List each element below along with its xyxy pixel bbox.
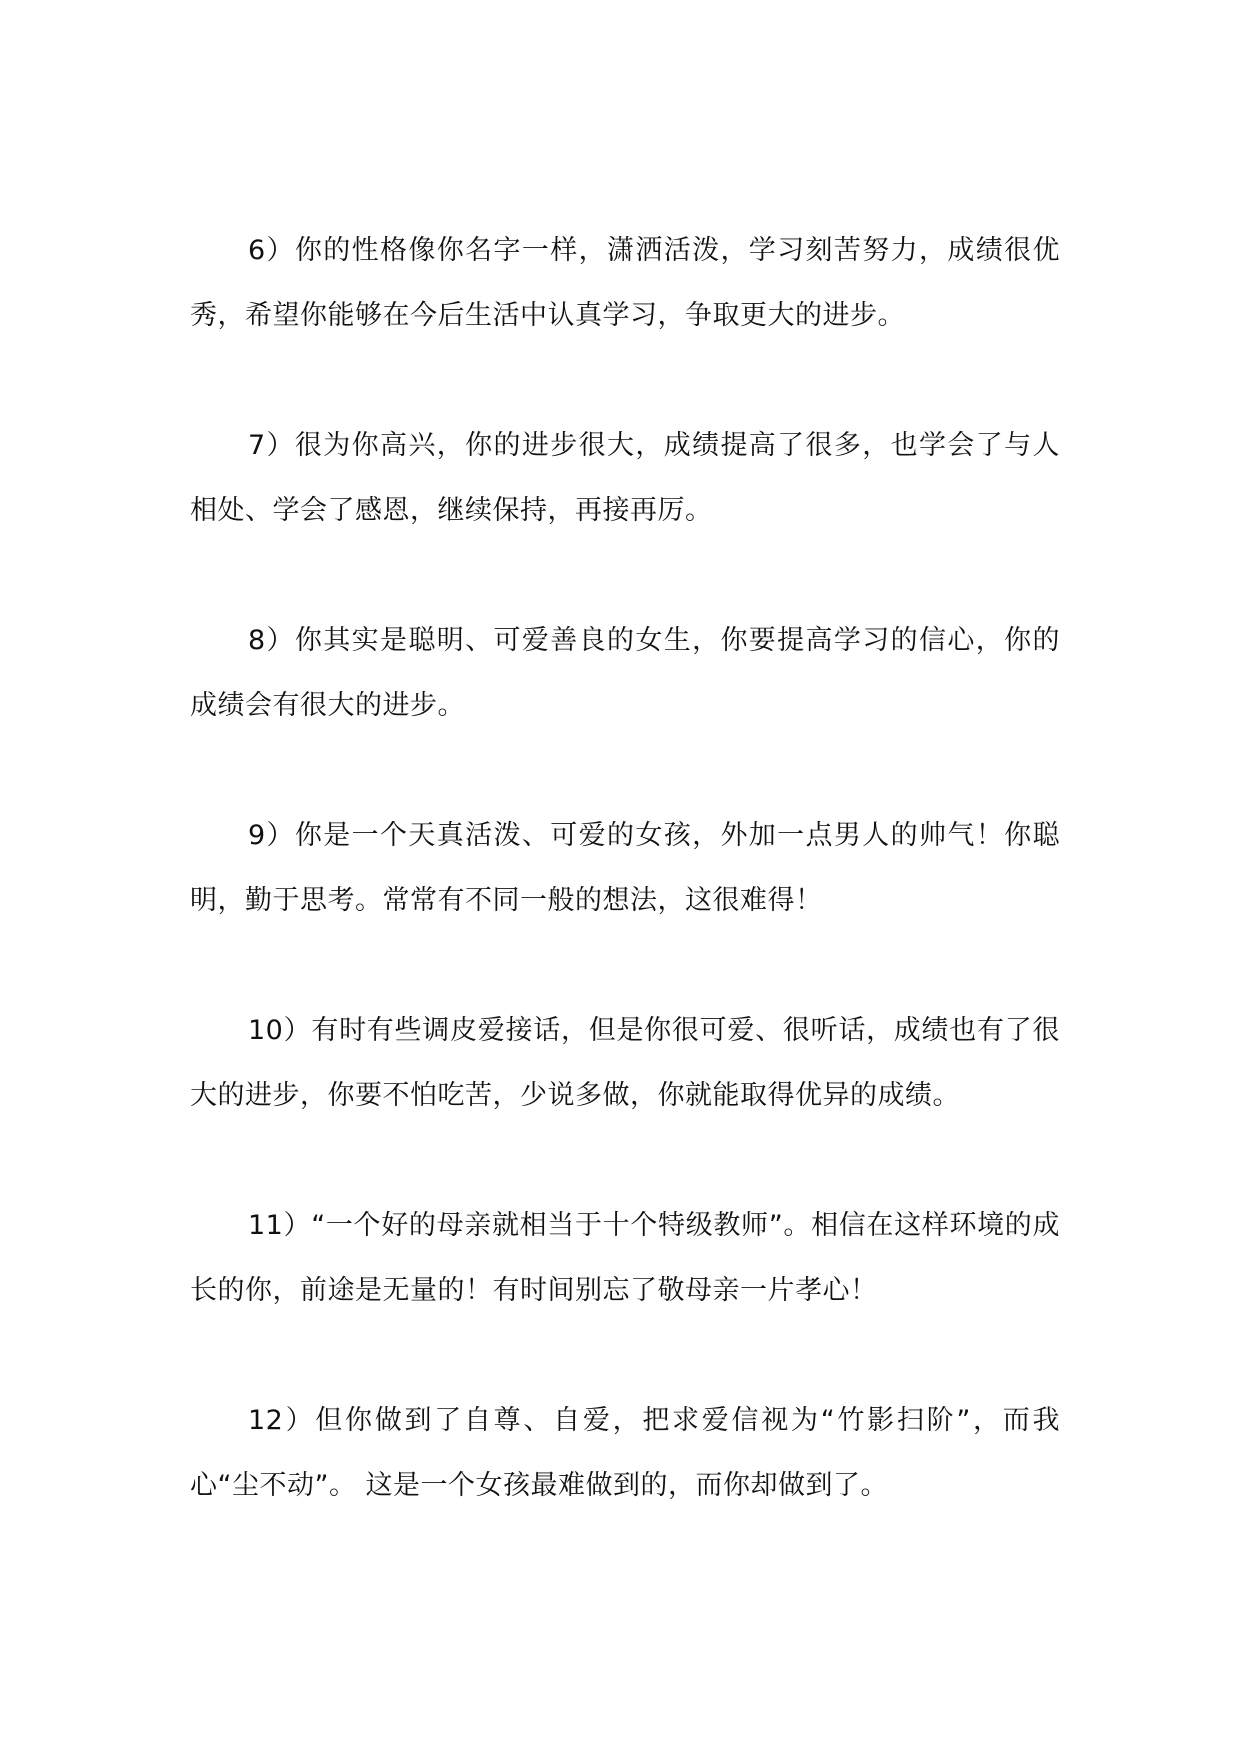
comment-paragraph-7: 7）很为你高兴，你的进步很大，成绩提高了很多，也学会了与人相处、学会了感恩，继续保持，再接再厉。	[190, 430, 1060, 526]
comment-paragraph-12: 12）但你做到了自尊、自爱，把求爱信视为“竹影扫阶”，而我心“尘不动”。 这是一个女孩最难做到的，而你却做到了。	[190, 1405, 1060, 1501]
comment-paragraph-6: 6）你的性格像你名字一样，潇洒活泼，学习刻苦努力，成绩很优秀，希望你能够在今后生活中认真学习，争取更大的进步。	[190, 235, 1060, 331]
comment-paragraph-9: 9）你是一个天真活泼、可爱的女孩，外加一点男人的帅气！你聪明，勤于思考。常常有不同一般的想法，这很难得！	[190, 820, 1060, 916]
comment-paragraph-8: 8）你其实是聪明、可爱善良的女生，你要提高学习的信心，你的成绩会有很大的进步。	[190, 625, 1060, 721]
comment-paragraph-10: 10）有时有些调皮爱接话，但是你很可爱、很听话，成绩也有了很大的进步，你要不怕吃苦，少说多做，你就能取得优异的成绩。	[190, 1015, 1060, 1111]
comment-paragraph-11: 11）“一个好的母亲就相当于十个特级教师”。相信在这样环境的成长的你，前途是无量的！有时间别忘了敬母亲一片孝心！	[190, 1210, 1060, 1306]
document-body	[190, 218, 1060, 1583]
